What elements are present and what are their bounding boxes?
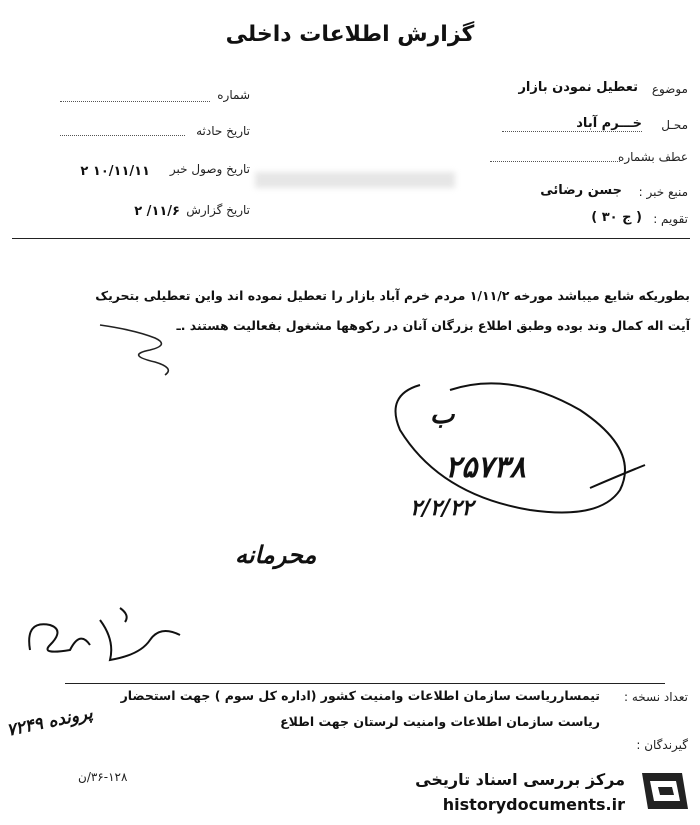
number-label: شماره	[217, 88, 250, 102]
subject-value: تعطیل نمودن بازار	[518, 80, 638, 95]
handwritten-squiggle	[95, 320, 185, 380]
redacted-area	[255, 172, 455, 188]
source-label: منبع خبر :	[638, 185, 688, 199]
recipients-label: گیرندگان :	[636, 738, 688, 752]
incident-date-label: تاریخ حادثه	[196, 124, 250, 138]
stamp-letter: ب	[430, 400, 455, 430]
body-line-2: آیت اله کمال وند بوده وطبق اطلاع بزرگان آنان در رکوهها مشغول بفعالیت هستند .ـ	[176, 318, 690, 333]
receipt-date-label: تاریخ وصول خبر	[169, 162, 250, 176]
place-dots	[502, 130, 642, 132]
classification-mark: محرمانه	[235, 540, 317, 569]
ref-number-label: عطف بشماره	[618, 150, 688, 164]
report-title: گزارش اطلاعات داخلی	[225, 22, 475, 47]
stamp-number: ۲۵۷۳۸	[445, 450, 526, 485]
copies-label: تعداد نسخه :	[623, 690, 688, 704]
document-code: ۳۶-۱۲۸/ن	[78, 770, 128, 784]
signature	[20, 600, 190, 680]
header-divider	[12, 238, 690, 239]
receipt-date-value: ۱۰/۱۱/۱۱ ۲	[80, 164, 150, 179]
margin-file-note: پرونده ۷۲۴۹	[4, 703, 95, 741]
watermark-url: historydocuments.ir	[442, 795, 625, 814]
place-value: خـــرم آباد	[576, 116, 642, 131]
source-value: جسن رضائی	[540, 183, 622, 198]
watermark-name: مرکز بررسی اسناد تاریخی	[415, 770, 625, 789]
recipient-line-1: تیمسارریاست سازمان اطلاعات وامنیت کشور (اداره کل سوم ) جهت استحضار	[120, 688, 600, 703]
body-line-1: بطوریکه شایع میباشد مورخه ۱/۱۱/۲ مردم خرم آباد بازار را تعطیل نموده اند واین تعطیلی بتحریک	[95, 288, 690, 303]
number-dots	[60, 100, 210, 102]
evaluation-label: تقویم :	[653, 212, 688, 226]
history-documents-logo-icon	[632, 765, 692, 817]
footer-divider	[65, 683, 665, 684]
subject-label: موضوع	[651, 82, 688, 96]
ref-number-dots	[490, 160, 620, 162]
report-date-label: تاریخ گزارش	[186, 203, 250, 217]
report-date-value: ۱۱/۶/ ۲	[134, 204, 180, 219]
place-label: محـل	[661, 118, 688, 132]
recipient-line-2: ریاست سازمان اطلاعات وامنیت لرستان جهت اطلاع	[280, 714, 600, 729]
evaluation-value: ( ج ۳۰ )	[591, 210, 642, 225]
stamp-date: ۲/۲/۲۲	[410, 495, 474, 521]
incident-date-dots	[60, 134, 185, 136]
